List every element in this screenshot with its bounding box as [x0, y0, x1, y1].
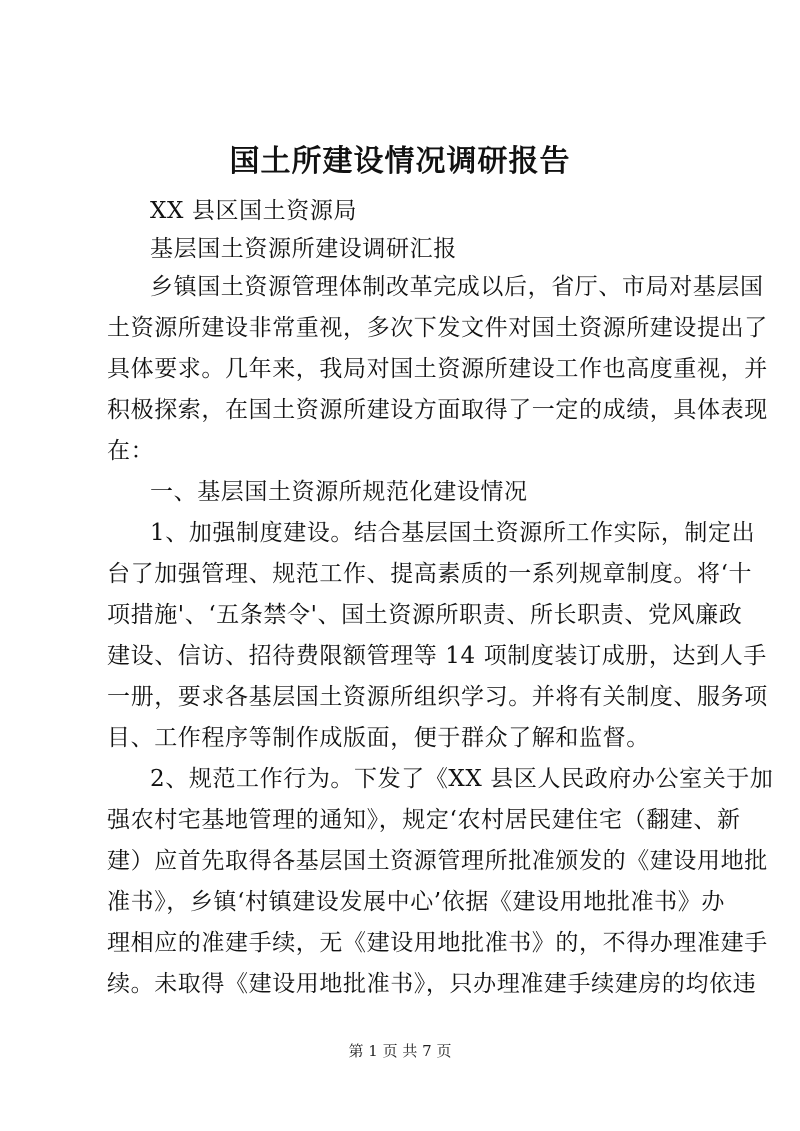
text-line: 乡镇国土资源管理体制改革完成以后，省厅、市局对基层国 — [150, 274, 764, 300]
text-line: 建设、信访、招待费限额管理等 14 项制度装订成册，达到人手 — [107, 643, 767, 669]
text-line: 理相应的准建手续，无《建设用地批准书》的，不得办理准建手 — [107, 930, 768, 956]
text-line: 土资源所建设非常重视，多次下发文件对国土资源所建设提出了 — [107, 315, 768, 341]
text-line: 1、加强制度建设。结合基层国土资源所工作实际，制定出 — [150, 520, 756, 546]
text-line: 目、工作程序等制作成版面，便于群众了解和监督。 — [107, 725, 650, 751]
text-line: 基层国土资源所建设调研汇报 — [150, 236, 457, 262]
section-heading: 一、基层国土资源所规范化建设情况 — [150, 479, 528, 505]
text-line: 积极探索，在国土资源所建设方面取得了一定的成绩，具体表现 — [107, 397, 768, 423]
text-line: 在： — [107, 438, 155, 464]
text-line: XX 县区国土资源局 — [150, 198, 358, 224]
text-line: 项措施'、‘五条禁令'、国土资源所职责、所长职责、党风廉政 — [107, 602, 743, 628]
text-line: 2、规范工作行为。下发了《XX 县区人民政府办公室关于加 — [150, 766, 774, 792]
text-line: 准书》，乡镇‘村镇建设发展中心’依据《建设用地批准书》办 — [107, 889, 725, 915]
text-line: 一册，要求各基层国土资源所组织学习。并将有关制度、服务项 — [107, 684, 768, 710]
page-number: 第 1 页 共 7 页 — [348, 1042, 452, 1060]
text-line: 台了加强管理、规范工作、提高素质的一系列规章制度。将‘十 — [107, 561, 753, 587]
text-line: 强农村宅基地管理的通知》，规定‘农村居民建住宅（翻建、新 — [107, 807, 741, 833]
document-title: 国土所建设情况调研报告 — [229, 144, 571, 179]
text-line: 建）应首先取得各基层国土资源管理所批准颁发的《建设用地批 — [107, 848, 768, 874]
text-line: 续。未取得《建设用地批准书》，只办理准建手续建房的均依违 — [107, 971, 757, 997]
text-line: 具体要求。几年来，我局对国土资源所建设工作也高度重视，并 — [107, 356, 768, 382]
